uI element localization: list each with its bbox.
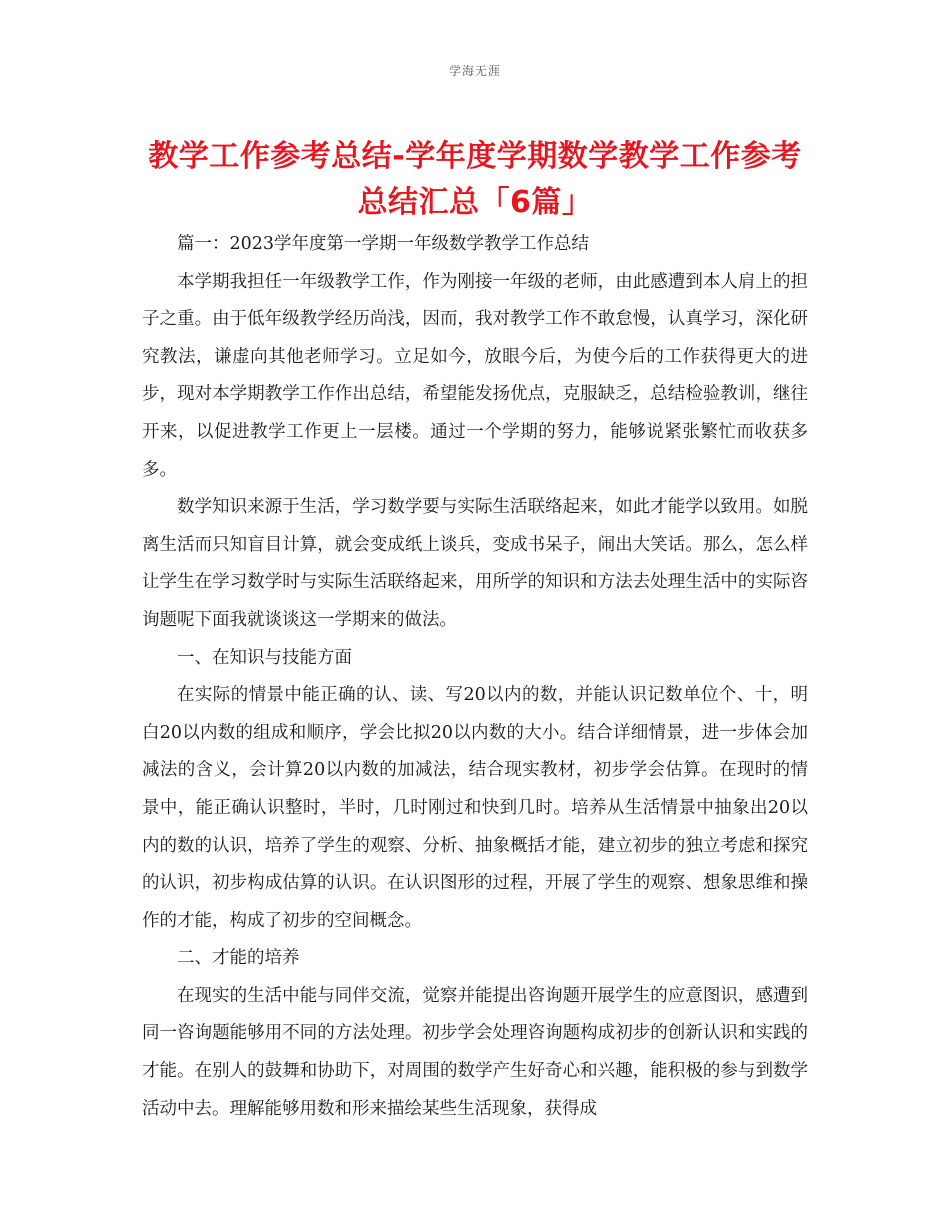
subsection-heading-ability-training: 二、才能的培养 <box>177 948 300 969</box>
body-paragraph: 数学知识来源于生活，学习数学要与实际生活联络起来，如此才能学以致用。如脱离生活而只知盲目计算，就会变成纸上谈兵，变成书呆子，闹出大笑话。那么，怎么样让学生在学习数学时与实际生活联络起来，用所学的知识和方法去处理生活中的实际咨询题呢下面我就谈谈这一学期来的做法。 <box>142 497 808 630</box>
subsection-heading-knowledge-skills: 一、在知识与技能方面 <box>177 647 352 668</box>
body-paragraph: 在现实的生活中能与同伴交流，觉察并能提出咨询题开展学生的应意图识，感遭到同一咨询题能够用不同的方法处理。初步学会处理咨询题构成初步的创新认识和实践的才能。在别人的鼓舞和协助下，对周围的数学产生好奇心和兴趣，能积极的参与到数学活动中去。理解能够用数和形来描绘某些生活现象，获得成 <box>142 985 808 1119</box>
page-header: 学海无涯 <box>448 64 501 78</box>
document-body <box>142 226 808 1128</box>
document-title: 教学工作参考总结-学年度学期数学教学工作参考总结汇总「6篇」 <box>148 139 802 220</box>
body-paragraph: 本学期我担任一年级教学工作，作为刚接一年级的老师，由此感遭到本人肩上的担子之重。由于低年级教学经历尚浅，因而，我对教学工作不敢怠慢，认真学习，深化研究教法，谦虚向其他老师学习。立足如今，放眼今后，为使今后的工作获得更大的进步，现对本学期教学工作作出总结，希望能发扬优点，克服缺乏，总结检验教训，继往开来，以促进教学工作更上一层楼。通过一个学期的努力，能够说紧张繁忙而收获多多。 <box>142 271 808 480</box>
body-paragraph: 在实际的情景中能正确的认、读、写20以内的数，并能认识记数单位个、十，明白20以内数的组成和顺序，学会比拟20以内数的大小。结合详细情景，进一步体会加减法的含义，会计算20以内数的加减法，结合现实教材，初步学会估算。在现时的情景中，能正确认识整时，半时，几时刚过和快到几时。培养从生活情景中抽象出20以内的数的认识，培养了学生的观察、分析、抽象概括才能，建立初步的独立考虑和探究的认识，初步构成估算的认识。在认识图形的过程，开展了学生的观察、想象思维和操作的才能，构成了初步的空间概念。 <box>142 685 808 931</box>
section-heading-part-one: 篇一：2023学年度第一学期一年级数学教学工作总结 <box>177 234 590 254</box>
